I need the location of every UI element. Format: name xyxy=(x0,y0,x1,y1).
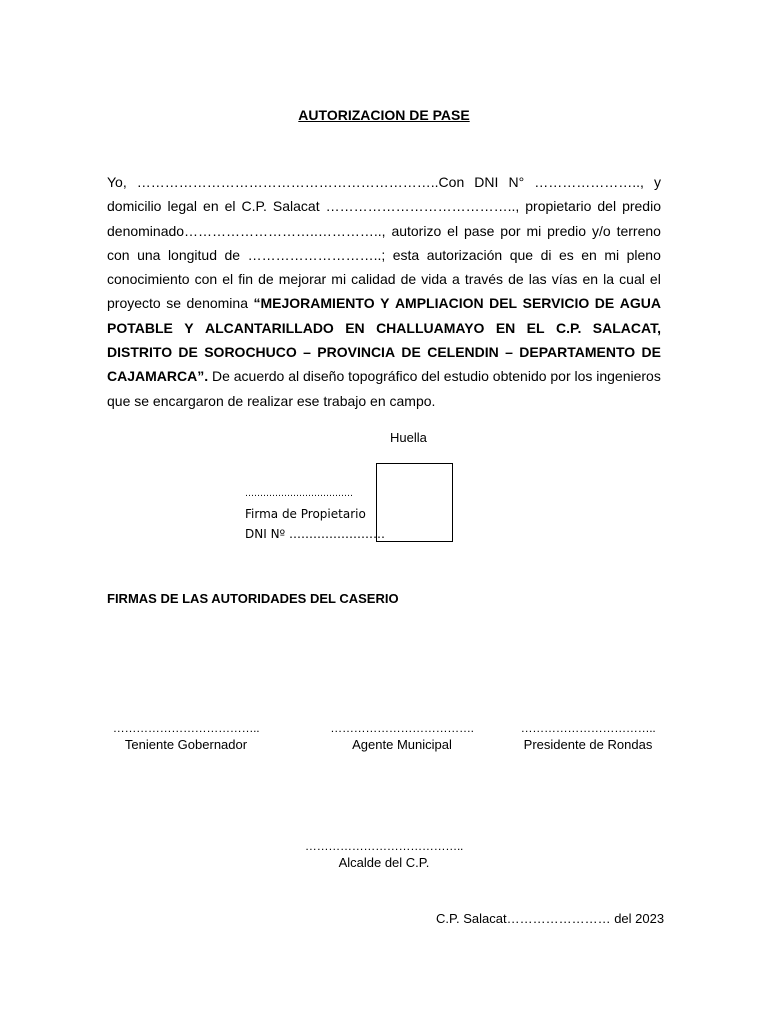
word: las xyxy=(528,271,547,288)
word: fin xyxy=(238,271,254,288)
owner-signature-label: Firma de Propietario xyxy=(245,507,366,521)
signature-alcalde xyxy=(299,839,469,870)
word: C.P. xyxy=(555,319,582,336)
word: y/o xyxy=(591,222,611,239)
authorization-paragraph xyxy=(107,170,661,413)
word: se xyxy=(166,295,181,312)
word: predio xyxy=(547,222,587,239)
paragraph-line-8 xyxy=(107,340,661,364)
word: pase xyxy=(464,222,495,239)
word: vías xyxy=(551,271,578,288)
word: calidad xyxy=(351,271,396,288)
word: EL xyxy=(526,319,545,336)
signature-role: Alcalde del C.P. xyxy=(338,855,430,870)
word: di xyxy=(540,246,552,263)
signature-role: Agente Municipal xyxy=(352,737,452,752)
word: Yo, xyxy=(107,174,127,190)
word: predio xyxy=(622,198,661,215)
signature-line: ………………………………….. xyxy=(304,839,464,853)
owner-dni-field: DNI Nº …………………… xyxy=(245,527,386,541)
authorities-title: FIRMAS DE LAS AUTORIDADES DEL CASERIO xyxy=(107,591,399,606)
word: mi xyxy=(604,246,620,263)
word: al xyxy=(288,368,300,385)
word: POTABLE xyxy=(107,319,173,336)
word: DEL xyxy=(489,295,518,312)
word: Y xyxy=(184,319,194,336)
word: con xyxy=(194,271,218,288)
owner-signature-block xyxy=(245,484,385,544)
word: topográfico xyxy=(348,368,418,385)
word: el xyxy=(222,271,234,288)
word: DEPARTAMENTO xyxy=(519,344,636,361)
word: vida xyxy=(421,271,447,288)
word: es xyxy=(558,246,574,263)
word: denominado………………………..………….., xyxy=(107,222,386,239)
word: cual xyxy=(619,271,645,288)
word: con xyxy=(107,246,130,263)
word: diseño xyxy=(302,368,345,385)
word: autorización xyxy=(426,246,503,263)
word: ALCANTARILLADO xyxy=(204,319,334,336)
word: en xyxy=(581,246,597,263)
word: ingenieros xyxy=(596,368,661,385)
signature-line: ……………………………….. xyxy=(112,721,260,735)
word: de xyxy=(508,271,524,288)
signature-role: Presidente de Rondas xyxy=(523,737,653,752)
word: en xyxy=(582,271,599,288)
fingerprint-label: Huella xyxy=(390,430,427,445)
word: DISTRITO xyxy=(107,344,173,361)
paragraph-line-7 xyxy=(107,316,661,340)
word: DE xyxy=(178,344,198,361)
word: DE xyxy=(401,344,421,361)
word: C.P. xyxy=(241,198,267,215)
paragraph-line-6 xyxy=(107,291,661,315)
word: Y xyxy=(380,295,390,312)
word: pleno xyxy=(626,246,661,263)
word: ………………………..; xyxy=(247,246,386,263)
word: mi xyxy=(526,222,542,239)
word: del xyxy=(421,368,440,385)
word: DE xyxy=(594,295,615,312)
paragraph-line-3 xyxy=(107,219,661,243)
word: PROVINCIA xyxy=(317,344,396,361)
owner-signature-line: ……………………………… xyxy=(245,489,353,499)
signature-role: Teniente Gobernador xyxy=(124,737,248,752)
paragraph-line-5 xyxy=(107,267,661,291)
word: una xyxy=(137,246,161,263)
word: SALACAT, xyxy=(592,319,661,336)
word: la xyxy=(603,271,615,288)
signature-line: …………………………….. xyxy=(520,721,656,735)
word: en xyxy=(203,198,219,215)
place-date-line: C.P. Salacat…………………… del 2023 xyxy=(436,911,665,926)
document-title: AUTORIZACION DE PASE xyxy=(298,107,470,123)
word: domicilio xyxy=(107,198,162,215)
word: – xyxy=(505,344,513,361)
word: propietario xyxy=(525,198,592,215)
word: ………………….., xyxy=(534,174,644,190)
word: por xyxy=(550,368,571,385)
word: “MEJORAMIENTO xyxy=(253,295,375,312)
word: que xyxy=(509,246,534,263)
word: DNI xyxy=(474,174,499,190)
word: DE xyxy=(641,344,661,361)
signature-presidente-rondas xyxy=(515,721,661,752)
word: por xyxy=(500,222,521,239)
paragraph-line-1 xyxy=(107,170,661,194)
word: mejorar xyxy=(278,271,327,288)
word: AMPLIACION xyxy=(394,295,484,312)
word: el xyxy=(649,271,661,288)
word: legal xyxy=(167,198,198,215)
word: el xyxy=(224,198,236,215)
word: SERVICIO xyxy=(522,295,590,312)
word: CAJAMARCA”. xyxy=(107,368,209,385)
fingerprint-box xyxy=(376,463,453,542)
word: – xyxy=(303,344,311,361)
signature-teniente-gobernador xyxy=(107,721,265,752)
word: través xyxy=(464,271,504,288)
word: N° xyxy=(508,174,525,190)
word: de xyxy=(258,271,274,288)
word: esta xyxy=(392,246,420,263)
word: conocimiento xyxy=(107,271,190,288)
paragraph-line-2 xyxy=(107,194,661,218)
word: CHALLUAMAYO xyxy=(376,319,485,336)
word: AGUA xyxy=(619,295,661,312)
word: denomina xyxy=(186,295,248,312)
word: a xyxy=(452,271,460,288)
signature-agente-municipal xyxy=(327,721,477,752)
paragraph-line-4 xyxy=(107,243,661,267)
word: estudio xyxy=(443,368,489,385)
word: el xyxy=(447,222,459,239)
word: y xyxy=(653,174,661,190)
word: proyecto xyxy=(107,295,161,312)
word: ………………………………….., xyxy=(325,198,520,215)
word: EN xyxy=(345,319,365,336)
word: obtenido xyxy=(492,368,547,385)
word: terreno xyxy=(616,222,661,239)
word: CELENDIN xyxy=(427,344,499,361)
word: acuerdo xyxy=(233,368,285,385)
word: de xyxy=(224,246,241,263)
word: de xyxy=(400,271,417,288)
word: del xyxy=(597,198,617,215)
paragraph-line-10: que se encargaron de realizar ese trabajo en campo. xyxy=(107,392,436,409)
word: ………………………………………………………..Con xyxy=(136,174,465,190)
word: EN xyxy=(495,319,516,336)
word: longitud xyxy=(167,246,217,263)
word: mi xyxy=(331,271,347,288)
word: De xyxy=(211,368,230,385)
word: los xyxy=(574,368,593,385)
word: SOROCHUCO xyxy=(204,344,297,361)
word: autorizo xyxy=(391,222,442,239)
word: Salacat xyxy=(272,198,320,215)
paragraph-line-9 xyxy=(107,364,661,388)
signature-line: ………………………………. xyxy=(330,721,474,735)
